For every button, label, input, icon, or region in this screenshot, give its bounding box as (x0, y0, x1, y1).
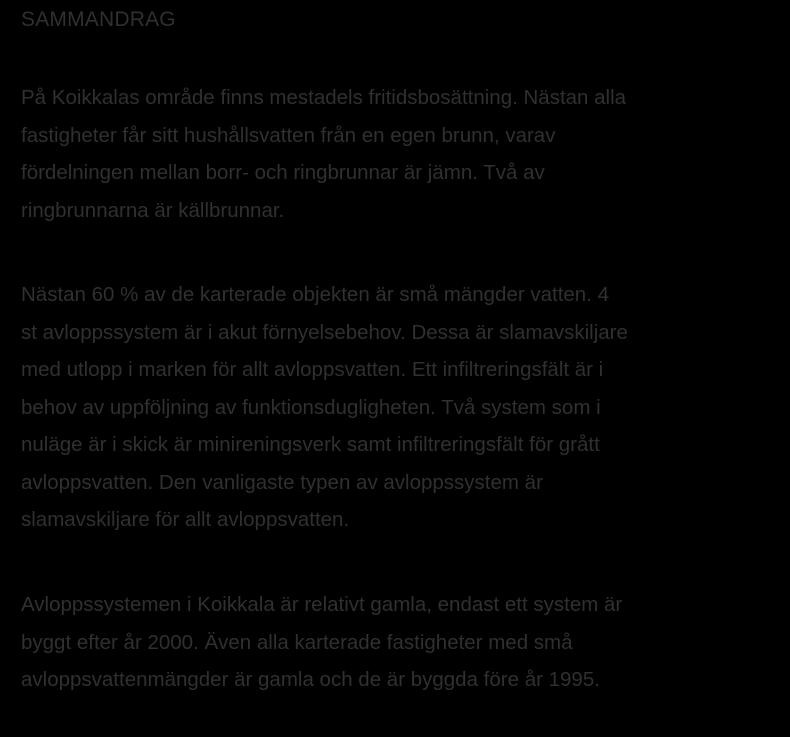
text-line: fastigheter får sitt hushållsvatten från en egen brunn, varav (21, 123, 556, 147)
paragraph-system-age (21, 586, 776, 699)
text-line: slamavskiljare för allt avloppsvatten. (21, 508, 350, 531)
paragraph-sewage-status (21, 276, 776, 539)
text-line: nuläge är i skick är minireningsverk samt infiltreringsfält för grått (21, 433, 600, 456)
text-line: behov av uppföljning av funktionsdugligheten. Två system som i (21, 395, 601, 419)
text-line: byggt efter år 2000. Även alla karterade fastigheter med små (21, 630, 573, 654)
text-line: ringbrunnarna är källbrunnar. (21, 198, 285, 222)
text-line: På Koikkalas område finns mestadels fritidsbosättning. Nästan alla (21, 86, 627, 109)
text-line: med utlopp i marken för allt avloppsvatten. Ett infiltreringsfält är i (21, 358, 604, 381)
text-line: avloppsvatten. Den vanligaste typen av avloppssystem är (21, 470, 543, 494)
text-line: avloppsvattenmängder är gamla och de är byggda före år 1995. (21, 668, 600, 691)
text-line: Nästan 60 % av de karterade objekten är små mängder vatten. 4 (21, 283, 610, 306)
section-heading: SAMMANDRAG (21, 8, 176, 31)
paragraph-water-supply (21, 79, 776, 229)
text-line: st avloppssystem är i akut förnyelsebehov. Dessa är slamavskiljare (21, 320, 628, 344)
text-line: fördelningen mellan borr- och ringbrunnar är jämn. Två av (21, 161, 545, 184)
text-line: Avloppssystemen i Koikkala är relativt gamla, endast ett system är (21, 593, 623, 616)
